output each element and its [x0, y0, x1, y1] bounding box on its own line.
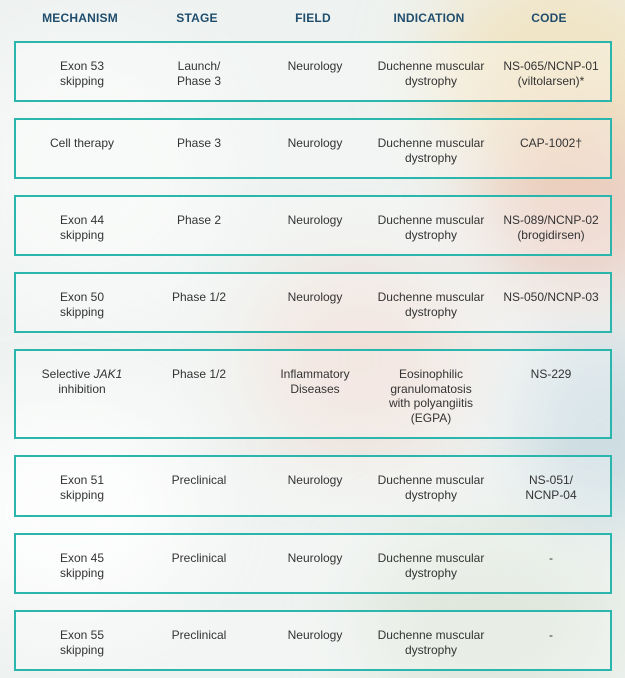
- indication-line: Duchenne muscular: [377, 290, 485, 304]
- pipeline-row: [14, 349, 612, 439]
- indication-cell: [372, 290, 490, 319]
- field-cell: [260, 367, 370, 396]
- header-field: FIELD: [295, 11, 331, 25]
- stage-line: Phase 2: [176, 213, 222, 227]
- code-cell: [492, 59, 610, 88]
- stage-cell: [144, 367, 254, 382]
- mechanism-line: skipping: [59, 304, 105, 319]
- pipeline-row: [14, 272, 612, 333]
- code-line: (viltolarsen)*: [517, 73, 585, 88]
- mechanism-cell: [26, 59, 138, 88]
- code-line: NS-089/NCNP-02: [503, 213, 599, 227]
- field-cell: [260, 136, 370, 151]
- field-line: Neurology: [287, 290, 343, 304]
- field-cell: [260, 473, 370, 488]
- mechanism-cell: [26, 367, 138, 396]
- header-code: CODE: [531, 11, 567, 25]
- indication-cell: [372, 628, 490, 657]
- indication-line: Eosinophilic: [398, 367, 464, 381]
- indication-line: dystrophy: [404, 150, 458, 165]
- indication-cell: [372, 367, 490, 425]
- code-cell: [492, 367, 610, 382]
- indication-line: dystrophy: [404, 73, 458, 88]
- field-line: Neurology: [287, 59, 343, 73]
- field-line: Neurology: [287, 473, 343, 487]
- indication-line: (EGPA): [410, 410, 452, 425]
- pipeline-row: [14, 455, 612, 517]
- pipeline-row: [14, 533, 612, 594]
- stage-line: Phase 3: [176, 136, 222, 150]
- table-header: [14, 11, 612, 29]
- field-line: Inflammatory: [280, 367, 350, 381]
- pipeline-row: [14, 41, 612, 102]
- stage-line: Phase 3: [176, 73, 222, 88]
- header-indication: INDICATION: [393, 11, 465, 25]
- mechanism-line: Exon 45: [59, 551, 105, 565]
- indication-line: dystrophy: [404, 227, 458, 242]
- mechanism-line: Exon 53: [59, 59, 105, 73]
- mechanism-line: [26, 367, 138, 382]
- mechanism-cell: [26, 213, 138, 242]
- stage-cell: [144, 290, 254, 305]
- header-mechanism: MECHANISM: [42, 11, 118, 25]
- indication-cell: [372, 551, 490, 580]
- field-line: Neurology: [287, 628, 343, 642]
- code-line: NS-229: [530, 367, 572, 381]
- field-line: Neurology: [287, 213, 343, 227]
- code-cell: [492, 213, 610, 242]
- pipeline-row: [14, 118, 612, 179]
- field-cell: [260, 213, 370, 228]
- mechanism-cell: [26, 290, 138, 319]
- header-stage: STAGE: [176, 11, 218, 25]
- stage-cell: [144, 59, 254, 88]
- stage-line: Preclinical: [171, 473, 227, 487]
- indication-line: Duchenne muscular: [377, 213, 485, 227]
- code-line: NCNP-04: [525, 487, 577, 502]
- indication-cell: [372, 473, 490, 502]
- indication-line: Duchenne muscular: [377, 136, 485, 150]
- indication-line: Duchenne muscular: [377, 628, 485, 642]
- stage-line: Preclinical: [171, 551, 227, 565]
- stage-line: Phase 1/2: [171, 290, 227, 304]
- mechanism-prefix: Selective: [41, 367, 94, 381]
- mechanism-line: Cell therapy: [49, 136, 115, 150]
- mechanism-line: Exon 44: [59, 213, 105, 227]
- pipeline-row: [14, 195, 612, 256]
- mechanism-line: Exon 51: [59, 473, 105, 487]
- mechanism-cell: [26, 136, 138, 151]
- stage-cell: [144, 473, 254, 488]
- indication-line: Duchenne muscular: [377, 551, 485, 565]
- field-line: Neurology: [287, 551, 343, 565]
- mechanism-line: inhibition: [58, 381, 106, 396]
- indication-cell: [372, 213, 490, 242]
- mechanism-gene: JAK1: [93, 367, 123, 381]
- stage-cell: [144, 628, 254, 643]
- indication-line: dystrophy: [404, 642, 458, 657]
- indication-line: Duchenne muscular: [377, 59, 485, 73]
- stage-cell: [144, 551, 254, 566]
- mechanism-line: Exon 50: [59, 290, 105, 304]
- code-cell: [492, 473, 610, 502]
- code-line: NS-065/NCNP-01: [503, 59, 599, 73]
- code-cell: [492, 551, 610, 566]
- mechanism-line: Exon 55: [59, 628, 105, 642]
- pipeline-row: [14, 610, 612, 671]
- mechanism-cell: [26, 551, 138, 580]
- code-cell: [492, 628, 610, 643]
- mechanism-cell: [26, 473, 138, 502]
- mechanism-line: skipping: [59, 227, 105, 242]
- indication-line: granulomatosis: [390, 381, 472, 396]
- code-cell: [492, 136, 610, 151]
- indication-line: dystrophy: [404, 304, 458, 319]
- field-cell: [260, 551, 370, 566]
- code-line: NS-051/: [528, 473, 574, 487]
- code-cell: [492, 290, 610, 305]
- field-cell: [260, 290, 370, 305]
- field-line: Diseases: [290, 381, 340, 396]
- code-line: NS-050/NCNP-03: [503, 290, 599, 304]
- code-line: (brogidirsen): [517, 227, 585, 242]
- indication-cell: [372, 59, 490, 88]
- indication-line: dystrophy: [404, 487, 458, 502]
- mechanism-line: skipping: [59, 73, 105, 88]
- indication-line: Duchenne muscular: [377, 473, 485, 487]
- mechanism-line: skipping: [59, 565, 105, 580]
- code-line: -: [549, 551, 553, 565]
- mechanism-line: skipping: [59, 487, 105, 502]
- field-cell: [260, 628, 370, 643]
- indication-line: with polyangiitis: [388, 396, 474, 410]
- stage-cell: [144, 213, 254, 228]
- code-line: -: [549, 628, 553, 642]
- mechanism-cell: [26, 628, 138, 657]
- code-line: CAP-1002†: [519, 136, 583, 150]
- field-line: Neurology: [287, 136, 343, 150]
- indication-line: dystrophy: [404, 565, 458, 580]
- indication-cell: [372, 136, 490, 165]
- stage-line: Phase 1/2: [171, 367, 227, 381]
- stage-line: Preclinical: [171, 628, 227, 642]
- mechanism-line: skipping: [59, 642, 105, 657]
- stage-line: Launch/: [177, 59, 221, 73]
- field-cell: [260, 59, 370, 74]
- stage-cell: [144, 136, 254, 151]
